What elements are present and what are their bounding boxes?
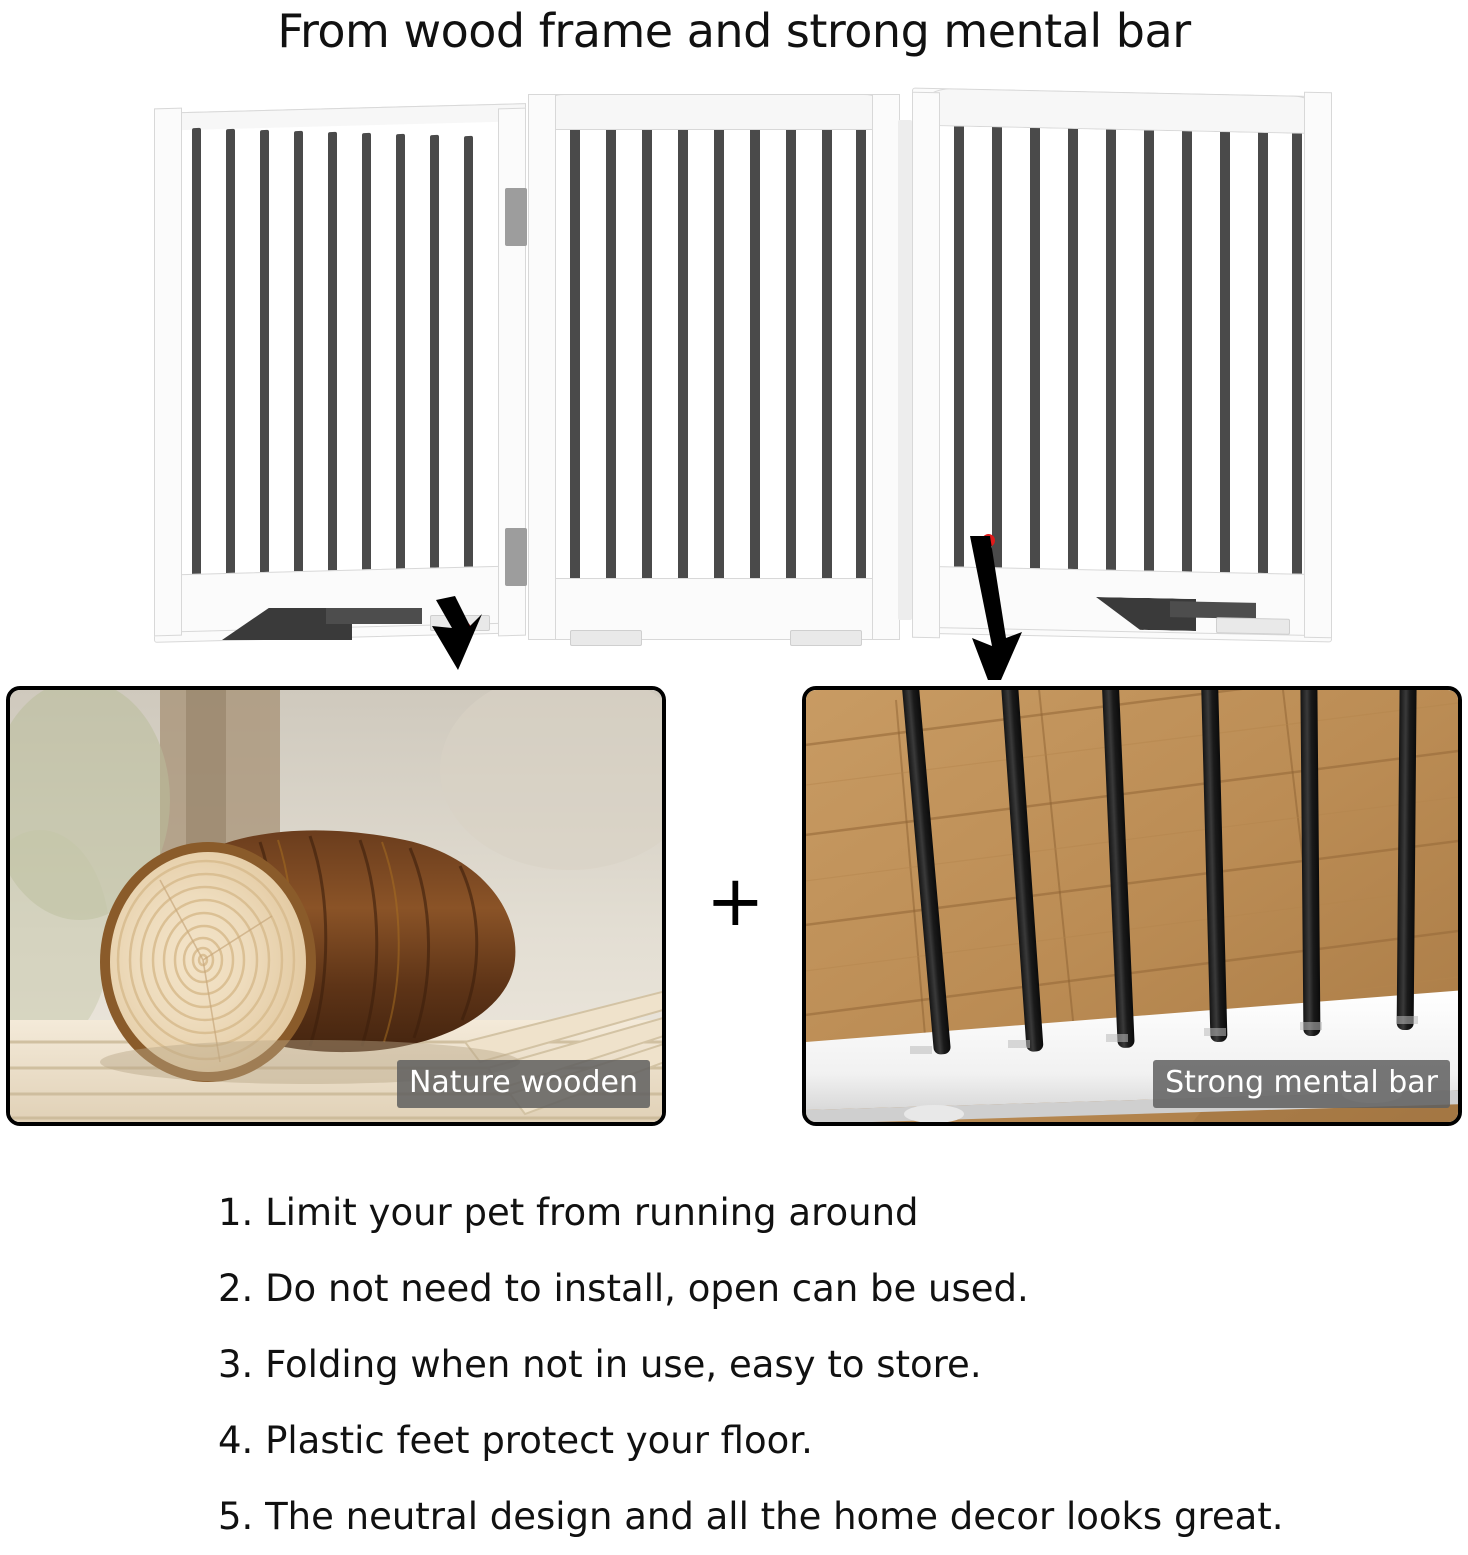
- feature-item: 5. The neutral design and all the home decor looks great.: [218, 1495, 1284, 1538]
- feature-item: 1. Limit your pet from running around: [218, 1191, 919, 1234]
- feature-item: 3. Folding when not in use, easy to store.: [218, 1343, 982, 1386]
- page-title: From wood frame and strong mental bar: [277, 4, 1191, 58]
- plastic-foot: [570, 630, 642, 646]
- plastic-foot: [790, 630, 862, 646]
- feature-list: [218, 1175, 1398, 1555]
- plus-symbol: +: [706, 860, 765, 942]
- annotation-dot-metal: [982, 534, 995, 547]
- feature-item: 2. Do not need to install, open can be used.: [218, 1267, 1029, 1310]
- metal-photo-caption: Strong mental bar: [1153, 1060, 1450, 1108]
- metal-bar-photo: [802, 686, 1462, 1126]
- feature-item: 4. Plastic feet protect your floor.: [218, 1419, 813, 1462]
- wood-log-photo: [6, 686, 666, 1126]
- annotation-dot-wood: [458, 622, 471, 635]
- plastic-foot: [1216, 617, 1290, 635]
- wood-photo-caption: Nature wooden: [397, 1060, 650, 1108]
- product-illustration: [130, 70, 1380, 680]
